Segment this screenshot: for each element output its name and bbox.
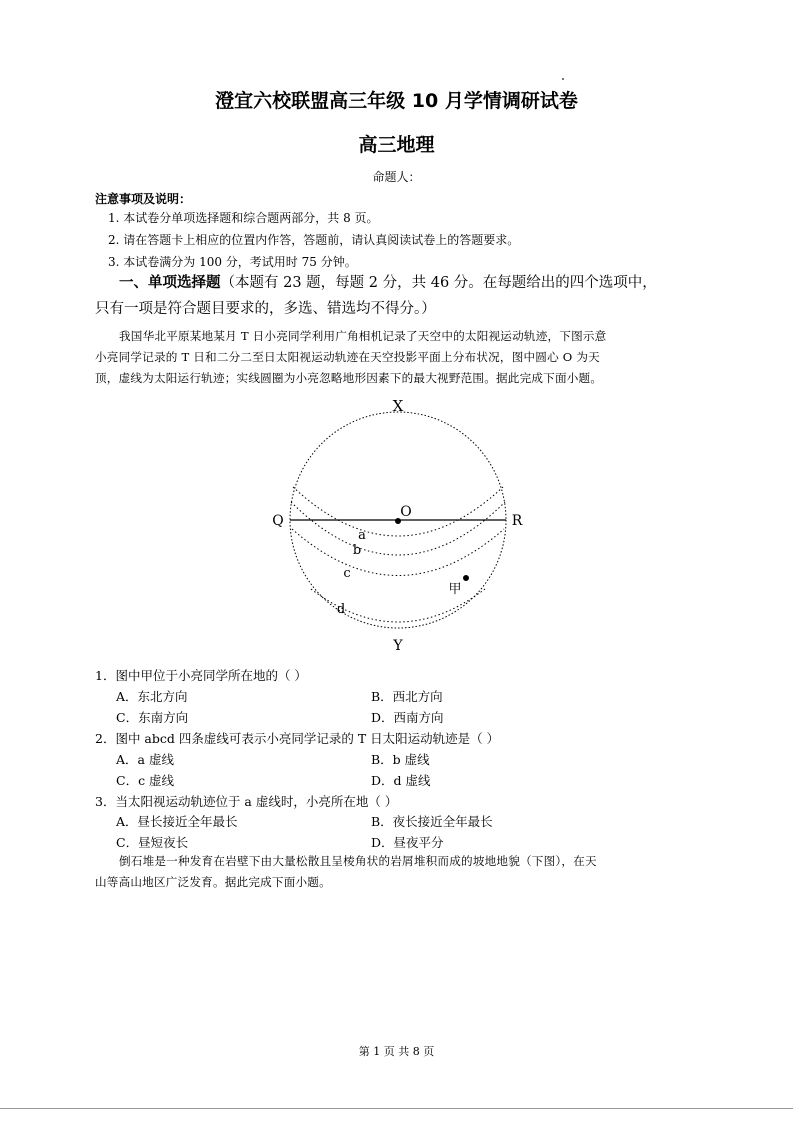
sun-path-diagram [255,390,545,660]
option-b: B．b 虚线 [371,752,430,767]
bottom-rule [0,1108,793,1109]
stray-dot [562,78,564,80]
section-title: 一、单项选择题 [119,275,221,291]
intro-line: 顶，虚线为太阳运行轨迹；实线圆圈为小亮忽略地形因素下的最大视野范围。据此完成下面小题。 [95,371,603,385]
option-b: B．夜长接近全年最长 [371,814,493,829]
exam-subject: 高三地理 [358,134,435,156]
intro-line: 我国华北平原某地某月 T 日小亮同学利用广角相机记录了天空中的太阳视运动轨迹，下图示意 [119,329,607,343]
option-b: B．西北方向 [371,689,443,704]
option-d: D．昼夜平分 [371,835,444,850]
option-a: A．昼长接近全年最长 [116,814,238,829]
notice-item: 1. 本试卷分单项选择题和综合题两部分，共 8 页。 [108,211,379,225]
point-jia [463,575,469,581]
option-a: A．a 虚线 [116,752,174,767]
label-d: d [336,602,346,617]
intro-line: 倒石堆是一种发育在岩壁下由大量松散且呈棱角状的岩屑堆积而成的坡地地貌（下图），在天 [119,854,597,868]
option-c: C．昼短夜长 [116,835,189,850]
question-stem: 2．图中 abcd 四条虚线可表示小亮同学记录的 T 日太阳运动轨迹是（ ） [95,731,500,746]
label-y: Y [393,638,403,654]
intro-paragraph-1 [95,326,695,389]
label-b: b [352,543,362,558]
question-stem: 3．当太阳视运动轨迹位于 a 虚线时，小亮所在地（ ） [95,794,398,809]
exam-title: 澄宜六校联盟高三年级 10 月学情调研试卷 [215,90,578,112]
label-x: X [392,397,404,415]
option-a: A．东北方向 [116,689,188,704]
section-desc-2: 只有一项是符合题目要求的，多选、错选均不得分。） [95,301,436,317]
notice-item: 3. 本试卷满分为 100 分，考试用时 75 分钟。 [108,255,357,269]
option-c: C．c 虚线 [116,773,175,788]
section-heading [95,270,705,322]
option-c: C．东南方向 [116,710,189,725]
option-d: D．西南方向 [371,710,444,725]
intro-line: 小亮同学记录的 T 日和二分二至日太阳视运动轨迹在天空投影平面上分布状况，图中圆心 O 为天 [95,350,600,364]
label-c: c [343,566,351,581]
label-jia: 甲 [448,582,462,597]
section-desc-1: （本题有 23 题，每题 2 分，共 46 分。在每题给出的四个选项中， [220,275,657,291]
sun-path-a [293,487,503,536]
option-d: D．d 虚线 [371,773,431,788]
intro-line: 山等高山地区广泛发育。据此完成下面小题。 [95,875,331,889]
author-line: 命题人： [372,170,421,184]
page-footer: 第 1 页 共 8 页 [358,1045,435,1058]
question-stem: 1．图中甲位于小亮同学所在地的（ ） [95,668,307,683]
sun-path-b [291,502,505,555]
sun-path-c [292,529,504,576]
label-o: O [400,504,412,520]
intro-paragraph-2 [95,851,695,893]
notice-heading: 注意事项及说明： [95,192,192,206]
notice-item: 2. 请在答题卡上相应的位置内作答，答题前，请认真阅读试卷上的答题要求。 [108,233,520,247]
label-r: R [511,513,523,529]
label-a: a [358,528,366,543]
label-q: Q [272,513,284,529]
